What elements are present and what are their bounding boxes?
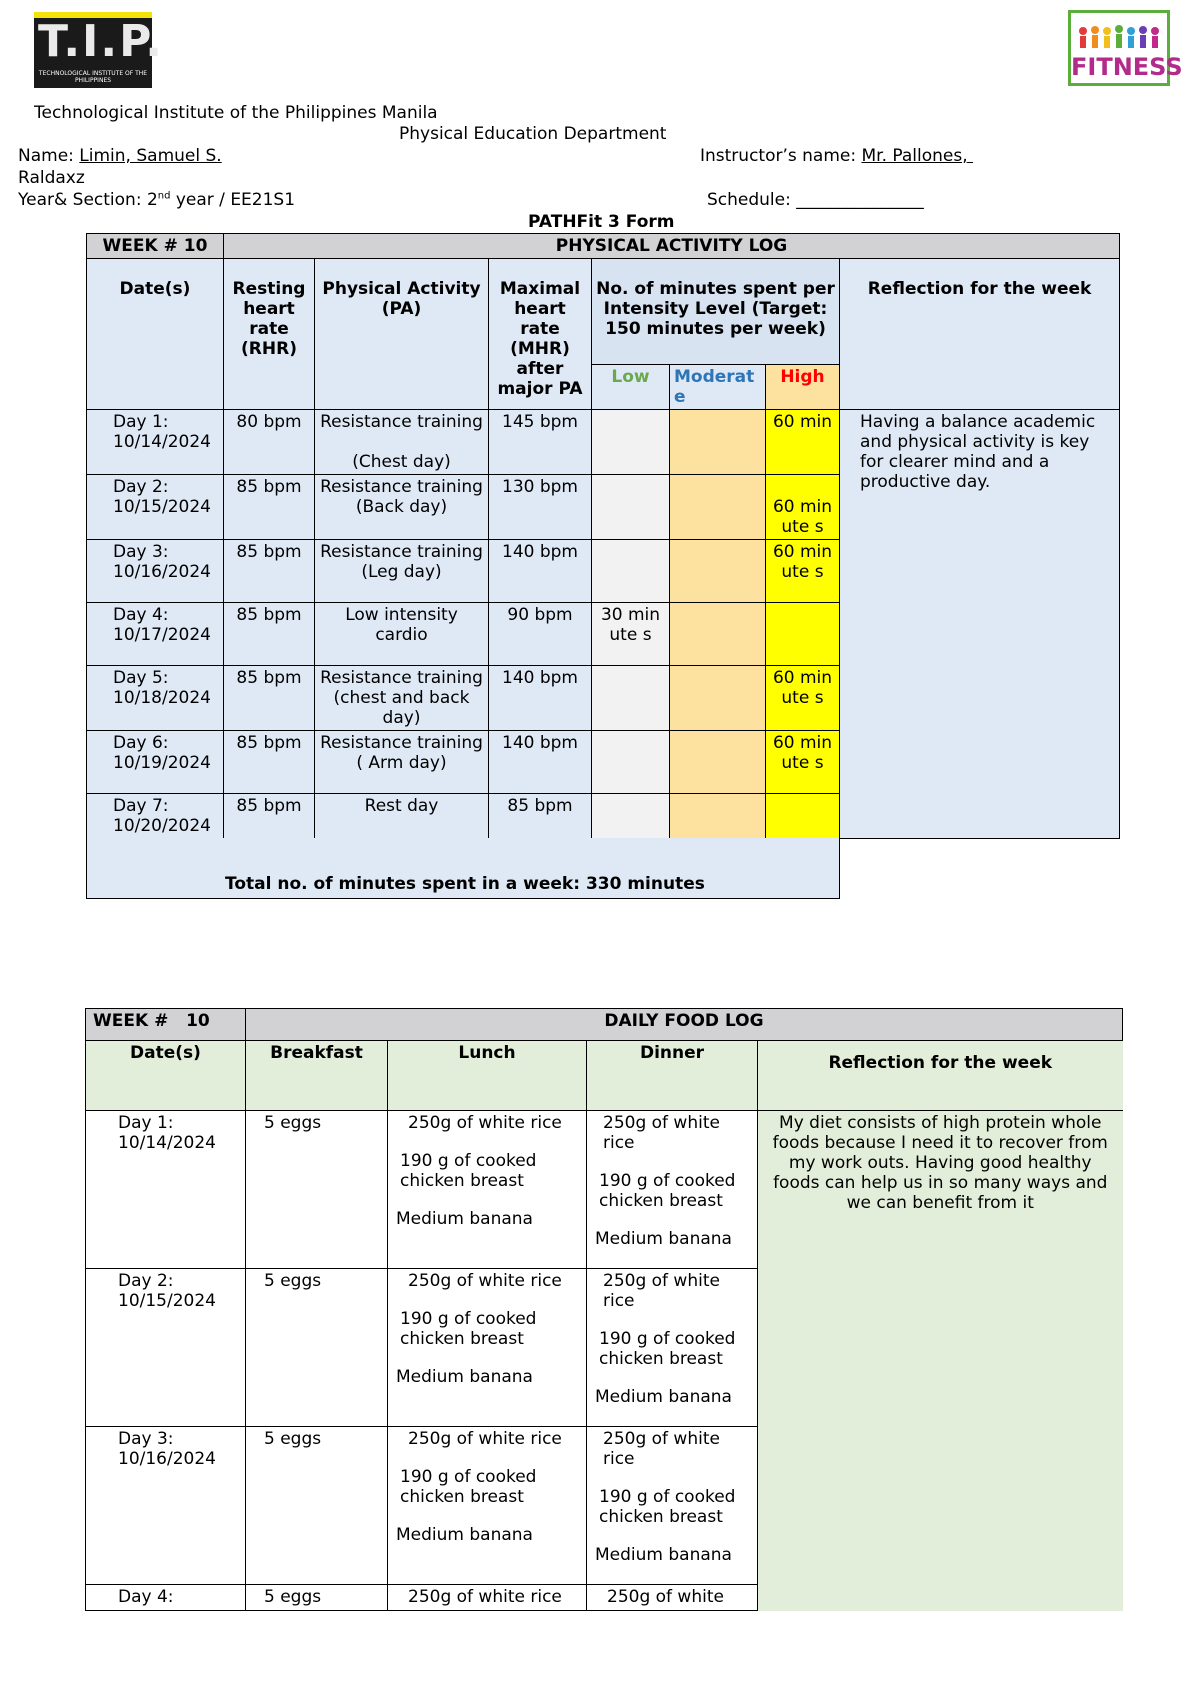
dinner-item-1: 250g of white xyxy=(607,1587,724,1607)
activity-pa-cell xyxy=(315,410,489,475)
lunch-item-1: 250g of white rice xyxy=(408,1429,562,1449)
activity-high xyxy=(766,794,840,839)
activity-moderate xyxy=(670,731,766,794)
col-low: Low xyxy=(592,365,670,410)
food-lunch-cell xyxy=(388,1427,587,1585)
activity-high: 60 minute s xyxy=(766,731,840,794)
col-high: High xyxy=(766,365,840,410)
activity-pa-cell xyxy=(315,475,489,540)
activity-day: Day 6: xyxy=(113,733,169,753)
food-col-dinner: Dinner xyxy=(587,1041,758,1111)
activity-date: 10/15/2024 xyxy=(113,497,211,517)
activity-rhr: 85 bpm xyxy=(224,475,315,540)
dinner-item-2: 190 g of cooked chicken breast xyxy=(599,1329,736,1369)
activity-high: 60 minute s xyxy=(766,666,840,731)
lunch-item-2: 190 g of cooked chicken breast xyxy=(400,1151,537,1191)
dinner-item-3: Medium banana xyxy=(595,1545,732,1565)
activity-pa-cell xyxy=(315,731,489,794)
fitness-logo-text: FITNESS xyxy=(1071,53,1183,81)
dinner-item-1: 250g of white rice xyxy=(603,1271,720,1311)
activity-rhr: 85 bpm xyxy=(224,794,315,839)
activity-low xyxy=(592,540,670,603)
year-section-value: year / EE21S1 xyxy=(170,190,296,210)
activity-mhr: 145 bpm xyxy=(489,410,592,475)
col-reflection: Reflection for the week xyxy=(840,259,1120,410)
activity-day: Day 7: xyxy=(113,796,169,816)
activity-date-cell xyxy=(87,475,224,540)
food-breakfast: 5 eggs xyxy=(246,1585,388,1611)
food-breakfast: 5 eggs xyxy=(246,1111,388,1269)
col-mhr: Maximal heart rate (MHR) after major PA xyxy=(489,259,592,410)
activity-date-cell xyxy=(87,410,224,475)
food-date-cell xyxy=(86,1585,246,1611)
activity-rhr: 80 bpm xyxy=(224,410,315,475)
activity-high: 60 min xyxy=(766,410,840,475)
activity-rhr: 85 bpm xyxy=(224,540,315,603)
food-col-breakfast: Breakfast xyxy=(246,1041,388,1111)
activity-day: Day 1: xyxy=(113,412,169,432)
food-lunch-cell xyxy=(388,1585,587,1611)
activity-pa: Resistance training xyxy=(320,668,483,688)
activity-mhr: 140 bpm xyxy=(489,731,592,794)
activity-pa: Resistance training xyxy=(320,477,483,497)
name-label: Name: xyxy=(18,146,80,166)
activity-pa-cell xyxy=(315,603,489,666)
food-lunch-cell xyxy=(388,1269,587,1427)
lunch-item-1: 250g of white rice xyxy=(408,1271,562,1291)
lunch-item-2: 190 g of cooked chicken breast xyxy=(400,1309,537,1349)
activity-reflection: Having a balance academic and physical activity is key for clearer mind and a productive day. xyxy=(840,410,1120,839)
lunch-item-1: 250g of white rice xyxy=(408,1113,562,1133)
food-date-cell xyxy=(86,1269,246,1427)
activity-low xyxy=(592,731,670,794)
food-date: 10/14/2024 xyxy=(118,1133,216,1153)
activity-rhr: 85 bpm xyxy=(224,603,315,666)
food-col-dates: Date(s) xyxy=(86,1041,246,1111)
fitness-logo xyxy=(1068,10,1183,86)
activity-moderate xyxy=(670,666,766,731)
activity-pa-detail: (Chest day) xyxy=(352,452,451,472)
activity-low xyxy=(592,666,670,731)
lunch-item-3: Medium banana xyxy=(396,1525,533,1545)
tip-logo-text: T.I.P. xyxy=(38,16,165,67)
student-name: Limin, Samuel S. xyxy=(79,146,222,166)
food-reflection: My diet consists of high protein whole foods because I need it to recover from my work outs. Having good healthy foods can help us in so many ways and we can benefit from it xyxy=(758,1111,1123,1611)
activity-pa-cell xyxy=(315,666,489,731)
fitness-figures-icon xyxy=(1077,25,1161,49)
lunch-item-2: 190 g of cooked chicken breast xyxy=(400,1467,537,1507)
instructor-label: Instructor’s name: xyxy=(700,146,862,166)
activity-log-title: PHYSICAL ACTIVITY LOG xyxy=(224,234,1120,259)
food-row xyxy=(86,1111,1123,1269)
food-col-reflection: Reflection for the week xyxy=(758,1041,1123,1111)
col-rhr: Resting heart rate (RHR) xyxy=(224,259,315,410)
food-breakfast: 5 eggs xyxy=(246,1427,388,1585)
food-dinner-cell xyxy=(587,1427,758,1585)
department-name: Physical Education Department xyxy=(399,124,667,144)
col-dates: Date(s) xyxy=(87,259,224,410)
activity-pa-detail: (chest and back day) xyxy=(333,688,470,728)
activity-pa: Resistance training xyxy=(320,542,483,562)
activity-day: Day 2: xyxy=(113,477,169,497)
food-dinner-cell xyxy=(587,1111,758,1269)
food-log-table xyxy=(85,1008,1123,1611)
food-day: Day 2: xyxy=(118,1271,174,1291)
activity-moderate xyxy=(670,603,766,666)
activity-day: Day 4: xyxy=(113,605,169,625)
food-date-cell xyxy=(86,1427,246,1585)
activity-low xyxy=(592,475,670,540)
activity-log-table xyxy=(86,233,1120,899)
activity-pa: Resistance training xyxy=(320,733,483,753)
activity-high: 60 minute s xyxy=(766,475,840,540)
food-col-lunch: Lunch xyxy=(388,1041,587,1111)
activity-high xyxy=(766,603,840,666)
food-breakfast: 5 eggs xyxy=(246,1269,388,1427)
schedule-label: Schedule: xyxy=(707,190,797,210)
activity-low: 30 minute s xyxy=(592,603,670,666)
activity-low xyxy=(592,794,670,839)
activity-date-cell xyxy=(87,603,224,666)
activity-pa-detail: ( Arm day) xyxy=(356,753,447,773)
food-day: Day 1: xyxy=(118,1113,174,1133)
activity-moderate xyxy=(670,794,766,839)
dinner-item-3: Medium banana xyxy=(595,1229,732,1249)
activity-date: 10/16/2024 xyxy=(113,562,211,582)
dinner-item-2: 190 g of cooked chicken breast xyxy=(599,1487,736,1527)
schedule-blank: _______________ xyxy=(796,190,924,210)
food-date-cell xyxy=(86,1111,246,1269)
activity-day: Day 5: xyxy=(113,668,169,688)
food-week-label: WEEK # 10 xyxy=(86,1009,246,1041)
lunch-item-3: Medium banana xyxy=(396,1367,533,1387)
activity-rhr: 85 bpm xyxy=(224,666,315,731)
instructor-name: Mr. Pallones, xyxy=(861,146,968,166)
form-title: PATHFit 3 Form xyxy=(528,212,675,232)
activity-pa-cell xyxy=(315,794,489,839)
activity-rhr: 85 bpm xyxy=(224,731,315,794)
activity-date-cell xyxy=(87,666,224,731)
activity-mhr: 130 bpm xyxy=(489,475,592,540)
activity-moderate xyxy=(670,475,766,540)
food-date: 10/16/2024 xyxy=(118,1449,216,1469)
activity-date-cell xyxy=(87,794,224,839)
activity-total: Total no. of minutes spent in a week: 330 minutes xyxy=(87,838,840,898)
institution-name: Technological Institute of the Philippines Manila xyxy=(34,103,438,123)
activity-date: 10/18/2024 xyxy=(113,688,211,708)
activity-high: 60 minute s xyxy=(766,540,840,603)
instructor-line xyxy=(700,146,973,166)
activity-day: Day 3: xyxy=(113,542,169,562)
activity-pa: Rest day xyxy=(364,796,439,816)
activity-mhr: 90 bpm xyxy=(489,603,592,666)
lunch-item-3: Medium banana xyxy=(396,1209,533,1229)
activity-week-label: WEEK # 10 xyxy=(87,234,224,259)
food-date: 10/15/2024 xyxy=(118,1291,216,1311)
activity-pa: Low intensity xyxy=(345,605,458,625)
schedule-line xyxy=(707,190,924,210)
activity-date-cell xyxy=(87,731,224,794)
activity-pa-detail: cardio xyxy=(375,625,428,645)
activity-mhr: 140 bpm xyxy=(489,666,592,731)
food-day: Day 3: xyxy=(118,1429,174,1449)
activity-pa-detail: (Leg day) xyxy=(361,562,442,582)
activity-date: 10/17/2024 xyxy=(113,625,211,645)
food-log-title: DAILY FOOD LOG xyxy=(246,1009,1123,1041)
food-dinner-cell xyxy=(587,1585,758,1611)
year-section-line xyxy=(18,190,295,210)
col-moderate: Moderat e xyxy=(670,365,766,410)
food-dinner-cell xyxy=(587,1269,758,1427)
dinner-item-3: Medium banana xyxy=(595,1387,732,1407)
activity-date: 10/14/2024 xyxy=(113,432,211,452)
activity-pa-cell xyxy=(315,540,489,603)
activity-date: 10/19/2024 xyxy=(113,753,211,773)
food-lunch-cell xyxy=(388,1111,587,1269)
year-sup: nd xyxy=(157,190,171,202)
activity-row xyxy=(87,410,1120,475)
col-physical-activity: Physical Activity (PA) xyxy=(315,259,489,410)
tip-logo-subtext: TECHNOLOGICAL INSTITUTE OF THE PHILIPPINES xyxy=(38,70,148,84)
instructor-name-continued: Raldaxz xyxy=(18,168,85,188)
col-minutes: No. of minutes spent per Intensity Level (Target: 150 minutes per week) xyxy=(592,259,840,365)
student-name-line xyxy=(18,146,222,166)
year-label: Year& Section: 2 xyxy=(18,190,158,210)
activity-date: 10/20/2024 xyxy=(113,816,211,836)
food-day: Day 4: xyxy=(118,1587,174,1607)
activity-moderate xyxy=(670,540,766,603)
activity-moderate xyxy=(670,410,766,475)
activity-mhr: 85 bpm xyxy=(489,794,592,839)
dinner-item-1: 250g of white rice xyxy=(603,1429,720,1469)
dinner-item-1: 250g of white rice xyxy=(603,1113,720,1153)
activity-pa: Resistance training xyxy=(320,412,483,432)
dinner-item-2: 190 g of cooked chicken breast xyxy=(599,1171,736,1211)
activity-mhr: 140 bpm xyxy=(489,540,592,603)
activity-low xyxy=(592,410,670,475)
activity-date-cell xyxy=(87,540,224,603)
activity-pa-detail: (Back day) xyxy=(355,497,448,517)
tip-logo xyxy=(34,12,165,88)
lunch-item-1: 250g of white rice xyxy=(408,1587,562,1607)
